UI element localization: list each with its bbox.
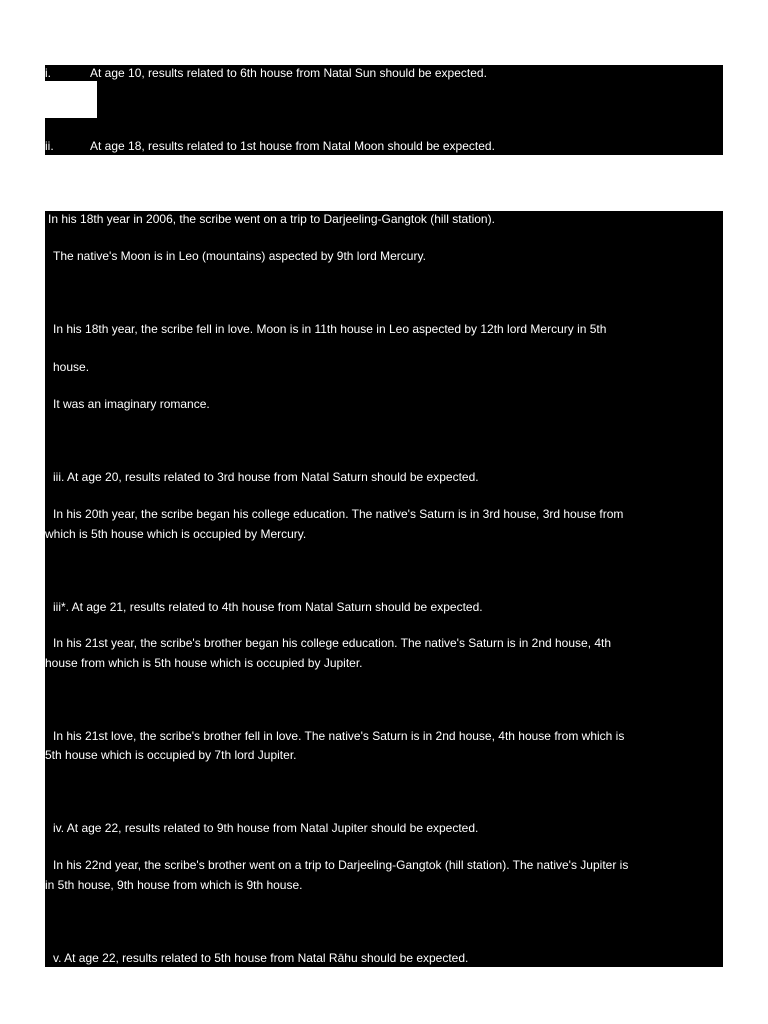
paragraph-line: 5th house which is occupied by 7th lord Jupiter.: [45, 748, 297, 762]
list-marker-ii: ii.: [45, 139, 54, 153]
section-heading-iv: iv. At age 22, results related to 9th house from Natal Jupiter should be expected.: [53, 821, 479, 835]
paragraph-line: In his 21st year, the scribe's brother began his college education. The native's Saturn is in 2nd house, 4th: [53, 636, 612, 650]
paragraph-line: house.: [53, 360, 90, 374]
paragraph-line: in 5th house, 9th house from which is 9th house.: [45, 878, 303, 892]
section-heading-iii: iii. At age 20, results related to 3rd house from Natal Saturn should be expected.: [53, 470, 479, 484]
paragraph-line: The native's Moon is in Leo (mountains) aspected by 9th lord Mercury.: [53, 249, 426, 263]
paragraph-line: house from which is 5th house which is occupied by Jupiter.: [45, 656, 363, 670]
paragraph-line: It was an imaginary romance.: [53, 397, 210, 411]
paragraph-line: which is 5th house which is occupied by Mercury.: [45, 527, 307, 541]
list-marker-i: i.: [45, 66, 51, 80]
white-patch: [45, 81, 97, 118]
list-item-ii: At age 18, results related to 1st house from Natal Moon should be expected.: [90, 139, 495, 153]
section-heading-v: v. At age 22, results related to 5th house from Natal Rāhu should be expected.: [53, 951, 469, 965]
paragraph-line: In his 20th year, the scribe began his college education. The native's Saturn is in 3rd house, 3rd house from: [53, 507, 624, 521]
list-item-i: At age 10, results related to 6th house from Natal Sun should be expected.: [90, 66, 487, 80]
paragraph-line: In his 21st love, the scribe's brother fell in love. The native's Saturn is in 2nd house, 4th house from which is: [53, 729, 625, 743]
paragraph-line: In his 22nd year, the scribe's brother went on a trip to Darjeeling-Gangtok (hill station). The native's Jupiter is: [53, 858, 629, 872]
paragraph-line: In his 18th year in 2006, the scribe went on a trip to Darjeeling-Gangtok (hill station).: [48, 212, 495, 226]
paragraph-line: In his 18th year, the scribe fell in love. Moon is in 11th house in Leo aspected by 12th lord Mercury in 5th: [53, 322, 607, 336]
section-heading-iii-star: iii*. At age 21, results related to 4th house from Natal Saturn should be expected.: [53, 600, 483, 614]
